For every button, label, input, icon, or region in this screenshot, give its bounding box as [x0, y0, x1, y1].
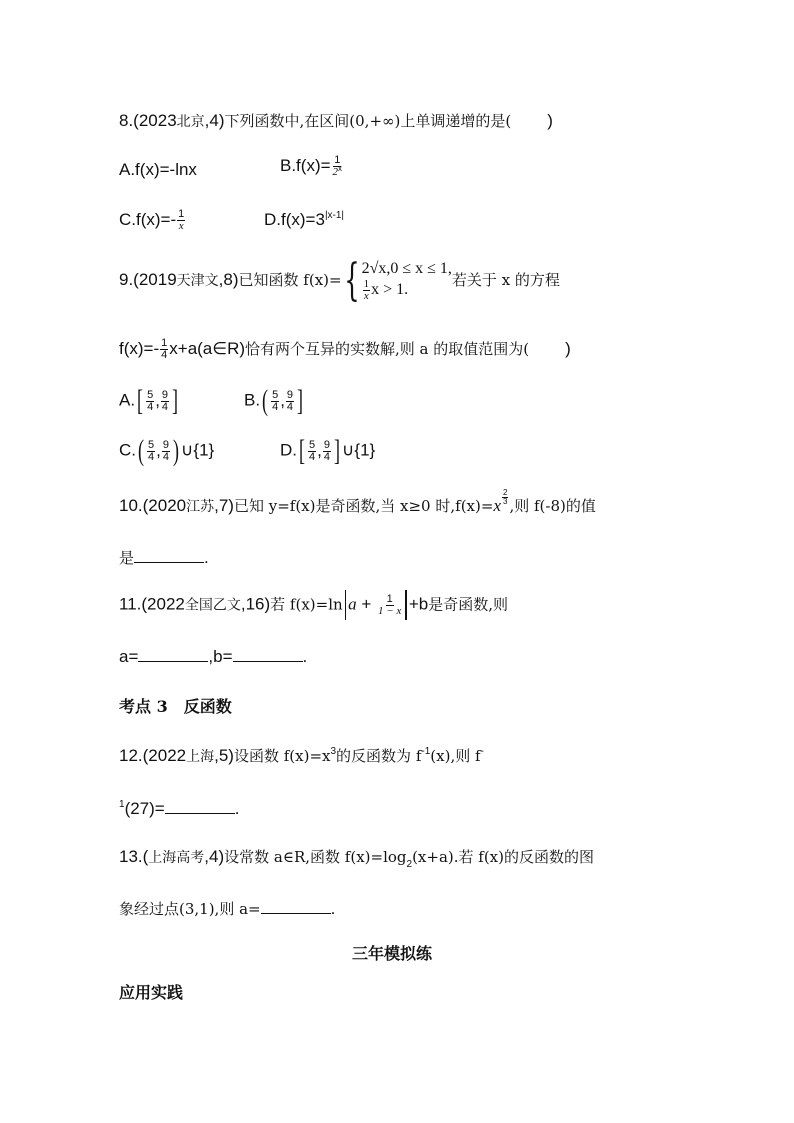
q9-option-c: C. ( $\frac{5}{4}$ , $\frac{9}{4}$ ) ∪{1}	[119, 434, 215, 467]
section-heading-3: 考点 3 反函数	[119, 697, 232, 716]
q9-option-d: D. [ $\frac{5}{4}$ , $\frac{9}{4}$ ] ∪{1}	[280, 434, 376, 467]
q8-option-a: A.f(x)=-lnx	[119, 160, 197, 179]
practice-subtitle: 应用实践	[119, 983, 184, 1002]
q9-stem: 9.(2019天津文,8)已知函数 f(x)= { 2√x,0 ≤ x ≤ 1, $\frac{1}{x}$ x > 1. 若关于 x 的方程	[119, 254, 560, 306]
q9-option-b: B. ( $\frac{5}{4}$ , $\frac{9}{4}$ ]	[244, 384, 304, 417]
q11-a-blank	[138, 645, 208, 662]
q8-option-b: B.f(x)= $\frac{1}{2^x}$	[280, 154, 343, 179]
piecewise-function: { 2√x,0 ≤ x ≤ 1, $\frac{1}{x}$ x > 1.	[343, 254, 452, 306]
q11-b-blank	[233, 645, 303, 662]
q10-answer-blank	[134, 546, 204, 563]
practice-section-title: 三年模拟练	[352, 944, 433, 963]
q8-stem: 8.(2023北京,4)下列函数中,在区间(0,+∞)上单调递增的是( )	[119, 111, 553, 130]
q8-option-d: $D.f(x)=3^{|x-1|}$	[264, 210, 345, 229]
q13-answer-blank	[261, 897, 331, 914]
q9-equation-line: f(x)=- $\frac{1}{4}$ x+a(a∈R)恰有两个互异的实数解,则 a 的取值范围为( )	[119, 337, 571, 362]
q9-option-a: A. [ $\frac{5}{4}$ , $\frac{9}{4}$ ]	[119, 384, 179, 417]
q12-answer-line: $^1$(27)= .	[119, 799, 240, 818]
q12-stem: 12.(2022上海,5)设函数 $f(x)=x^3$的反函数为 $f^{-1}(x)$,则 f-	[119, 746, 484, 765]
q13-stem: 13.(上海高考,4)设常数 a∈R,函数 $f(x)=\log_2(x+a)$.若 f(x)的反函数的图	[119, 847, 594, 870]
q11-stem: 11.(2022全国乙文,16)若 f(x)=ln a + $\frac{1}{1 - x}$ +b是奇函数,则	[119, 590, 508, 620]
q8-option-c: C.f(x)=- $\frac{1}{x}$	[119, 208, 185, 233]
q12-answer-blank	[165, 797, 235, 814]
q10-stem: 10.(2020江苏,7)已知 y=f(x)是奇函数,当 x≥0 时,f(x)=x $\frac{2}{3}$ ,则 f(-8)的值	[119, 488, 596, 515]
q11-answer-line: a= ,b= .	[119, 647, 308, 666]
q10-answer-line: 是 .	[119, 548, 209, 567]
q13-answer-line: 象经过点(3,1),则 a= .	[119, 899, 336, 918]
